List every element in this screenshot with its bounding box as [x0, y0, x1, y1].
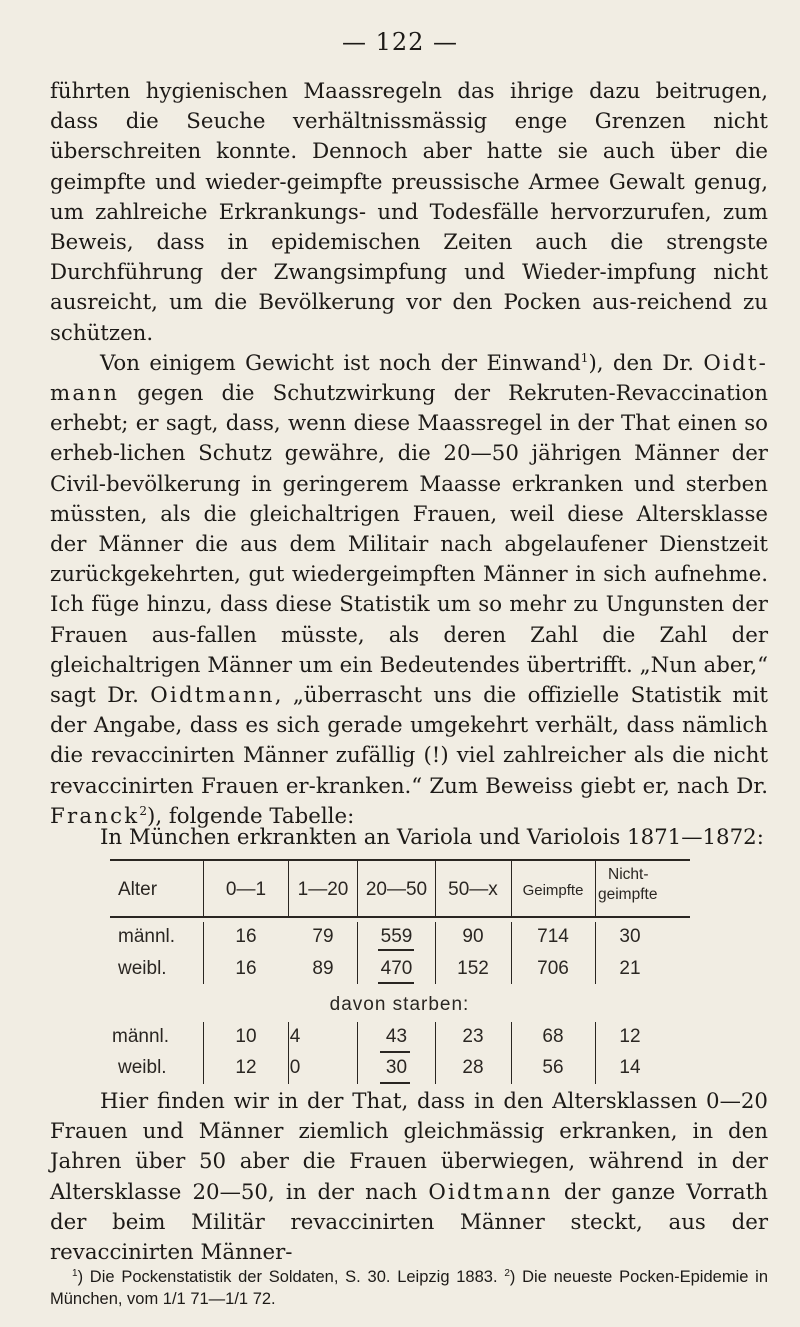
table-cell: 30	[385, 1057, 408, 1078]
footnotes	[50, 1266, 768, 1310]
underline-mark	[380, 1051, 410, 1053]
table-cell: 23	[462, 1026, 484, 1047]
col-header-unvaccinated-2: geimpfte	[598, 886, 658, 903]
underline-mark	[378, 982, 414, 984]
footnote-ref-2: 2	[139, 803, 148, 818]
table-cell: 68	[542, 1026, 564, 1047]
table-cell: 10	[235, 1026, 257, 1047]
row-label-male: männl.	[112, 1026, 170, 1047]
table-cell: 14	[619, 1057, 641, 1078]
col-header-unvaccinated-1: Nicht-	[608, 866, 649, 883]
author-name: Oidtmann	[150, 683, 275, 709]
table-cell: 21	[619, 958, 641, 979]
table-cell: 30	[619, 926, 641, 947]
table-header-rule	[110, 916, 690, 918]
col-header-50-x: 50—x	[448, 879, 498, 900]
table-cell: 152	[457, 958, 489, 979]
col-header-vaccinated: Geimpfte	[522, 882, 584, 899]
paragraph-3: Hier finden wir in der That, dass in den Altersklassen 0—20 Frauen und Männer ziemlich gleichmässig erkranken, in den Jahren über 50 aber die Frauen überwiegen, während in der Altersklasse 20—50, in der nach Oidtmann der ganze Vorrath der beim Militär revaccinirten Männer steckt, aus der revaccinirten Männer-	[50, 1089, 768, 1266]
table-cell: 79	[312, 926, 334, 947]
table-subheading: davon starben:	[329, 994, 470, 1015]
table-title: In München erkrankten an Variola und Variolois 1871—1872:	[100, 825, 764, 850]
table-cell: 28	[462, 1057, 484, 1078]
author-name: Oidt-mann	[50, 350, 769, 407]
row-label-female: weibl.	[118, 1057, 167, 1078]
table-cell: 12	[619, 1026, 641, 1047]
footnote-1: ) Die Pockenstatistik der Soldaten, S. 30. Leipzig 1883.	[77, 1268, 498, 1286]
footnote-2: ) Die neueste Pocken-Epidemie in München, vom 1/1 71—1/1 72.	[50, 1268, 769, 1308]
table-cell: 43	[385, 1026, 408, 1047]
col-header-0-1: 0—1	[225, 879, 267, 900]
table-cell: 90	[462, 926, 484, 947]
table-cell: 12	[235, 1057, 257, 1078]
paragraph-1: führten hygienischen Maassregeln das ihrige dazu beitrugen, dass die Seuche verhältnissmässig enge Grenzen nicht überschreiten konnte. Dennoch aber hatte sie auch über die geimpfte und wieder-geimpfte preussische Armee Gewalt genug, um zahlreiche Erkrankungs- und Todesfälle hervorzurufen, zum Beweis, dass in epidemischen Zeiten auch die strengste Durchführung der Zwangsimpfung und Wieder-impfung nicht ausreicht, um die Bevölkerung vor den Pocken aus-reichend zu schützen.	[50, 79, 768, 346]
col-header-20-50: 20—50	[365, 879, 428, 900]
table-cell: 56	[542, 1057, 564, 1078]
author-name: Franck	[50, 803, 140, 829]
col-header-age: Alter	[118, 879, 158, 900]
footnote-mark-2: 2	[504, 1268, 510, 1279]
footnote-ref-1: 1	[580, 350, 589, 365]
table-cell: 470	[380, 958, 413, 979]
underline-mark	[378, 949, 414, 951]
page-number: — 122 —	[341, 28, 459, 56]
table-cell: 706	[537, 958, 569, 979]
row-label-male: männl.	[118, 926, 176, 947]
row-label-female: weibl.	[118, 958, 167, 979]
table-cell: 89	[312, 958, 334, 979]
table-cell: 16	[235, 958, 257, 979]
table-cell: 16	[235, 926, 257, 947]
table-cell: 559	[380, 926, 413, 947]
author-name: Oidtmann	[428, 1179, 553, 1205]
col-header-1-20: 1—20	[297, 879, 349, 900]
table-cell: 714	[537, 926, 569, 947]
paragraph-2: Von einigem Gewicht ist noch der Einwand$^1$), den Dr. Oidt-mann gegen die Schutzwirkung der Rekruten-Revaccination erhebt; er sagt, dass, wenn diese Maassregel in der That einen so erheb-lichen Schutz gewähre, die 20—50 jährigen Männer der Civil-bevölkerung in geringerem Maasse erkranken und sterben müssten, als die gleichaltrigen Frauen, weil diese Altersklasse der Männer die aus dem Militair nach abgelaufener Dienstzeit zurückgekehrten, gut wiedergeimpften Männer in sich aufnehme. Ich füge hinzu, dass diese Statistik um so mehr zu Ungunsten der Frauen aus-fallen müsste, als deren Zahl die Zahl der gleichaltrigen Männer um ein Bedeutendes übertrifft. „Nun aber,“ sagt Dr. Oidtmann, „überrascht uns die offizielle Statistik mit der Angabe, dass es sich gerade umgekehrt verhält, dass nämlich die revaccinirten Männer zufällig (!) viel zahlreicher als die nicht revaccinirten Frauen er-kranken.“ Zum Beweiss giebt er, nach Dr. Franck$^2$), folgende Tabelle:	[50, 350, 769, 829]
footnote-mark-1: 1	[72, 1268, 78, 1279]
table-cell: 0	[289, 1057, 301, 1078]
underline-mark	[380, 1082, 410, 1084]
table-top-rule	[110, 859, 690, 861]
table-cell: 4	[289, 1026, 301, 1047]
